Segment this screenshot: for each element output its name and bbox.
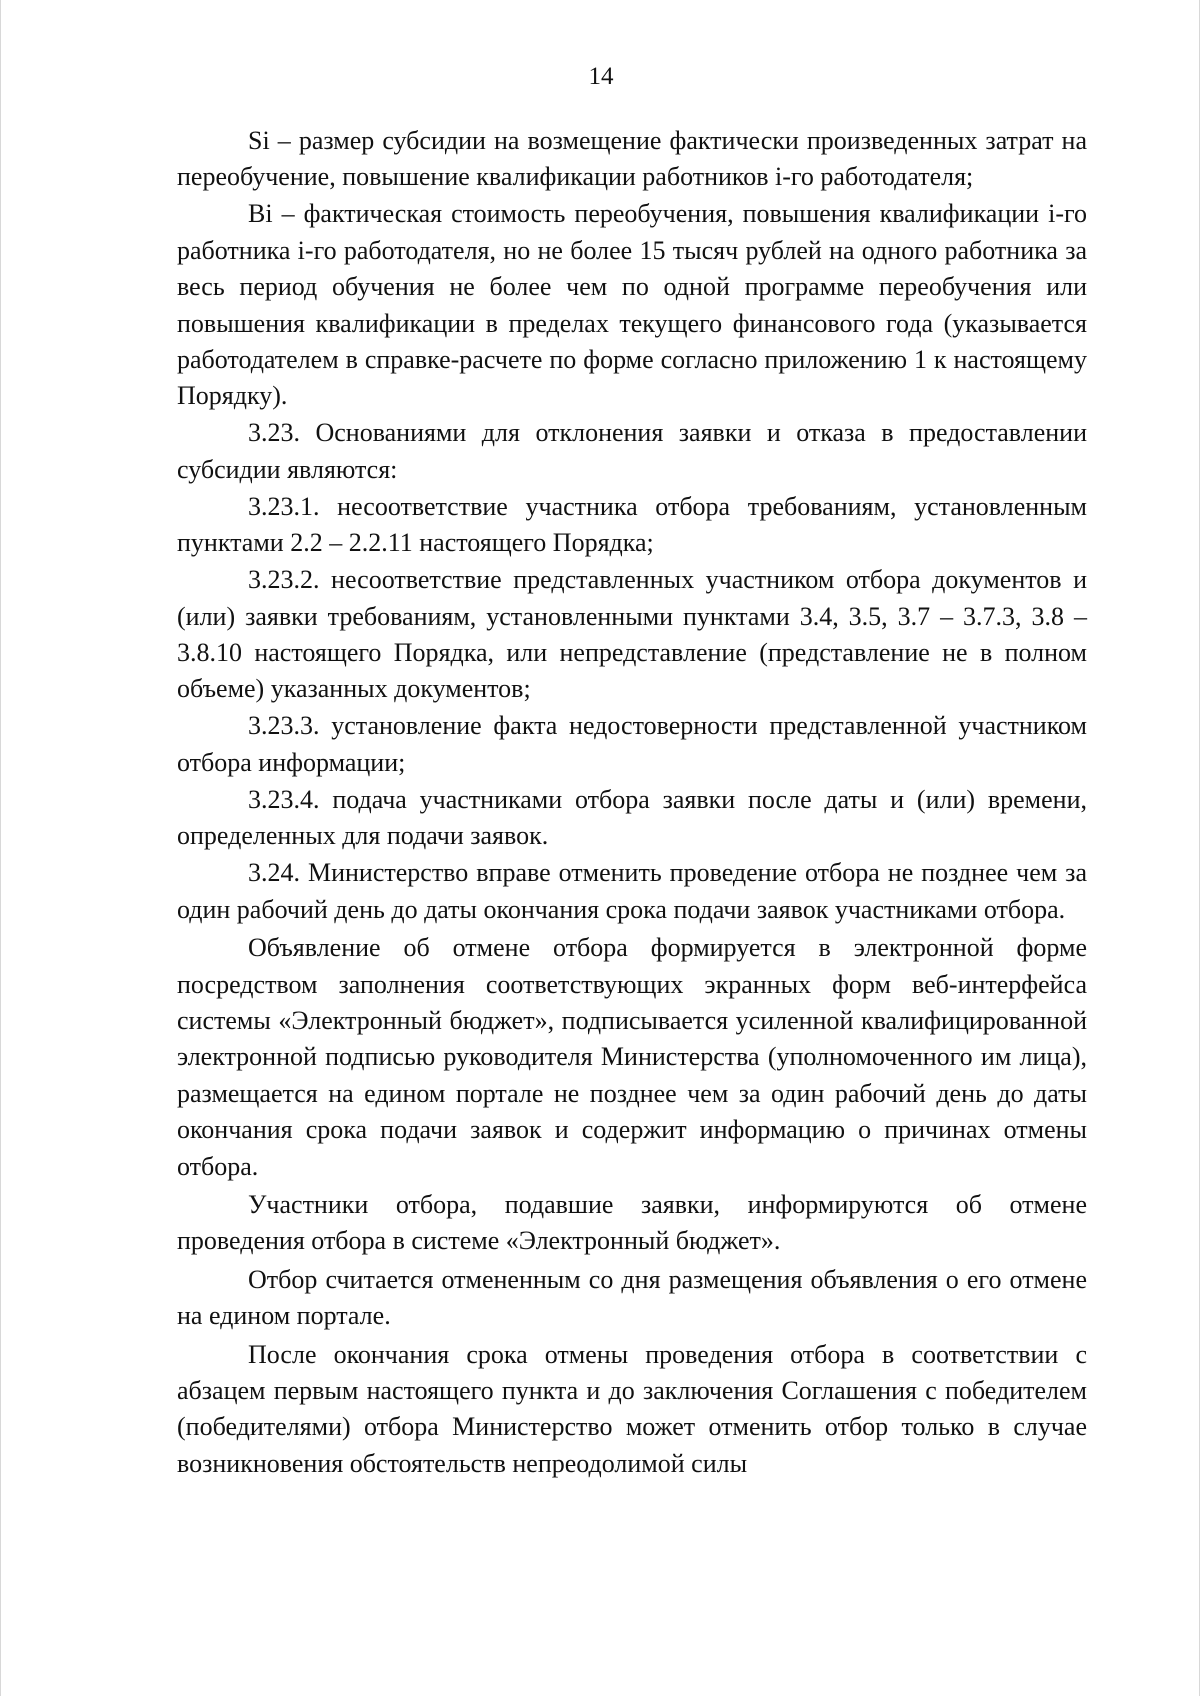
paragraph-3-23-1: 3.23.1. несоответствие участника отбора требованиям, установленным пунктами 2.2 – 2.2.11 настоящего Порядка; [177, 491, 1087, 558]
paragraph-cancel-announcement: Объявление об отмене отбора формируется в электронной форме посредством заполнения соответствующих экранных форм веб-интерфейса системы «Электронный бюджет», подписывается усиленной квалифицированной электронной подписью руководителя Министерства (уполномоченного им лица), размещается на едином портале не позднее чем за один рабочий день до даты окончания срока подачи заявок и содержит информацию о причинах отмены отбора. [177, 933, 1087, 1181]
paragraph-after-cancel-period: После окончания срока отмены проведения отбора в соответствии с абзацем первым настоящего пункта и до заключения Соглашения с победителем (победителями) отбора Министерство может отменить отбор только в случае возникновения обстоятельств непреодолимой силы [177, 1339, 1087, 1478]
paragraph-participants-informed: Участники отбора, подавшие заявки, информируются об отмене проведения отбора в системе «Электронный бюджет». [177, 1189, 1087, 1256]
paragraph-3-23-4: 3.23.4. подача участниками отбора заявки после даты и (или) времени, определенных для подачи заявок. [177, 784, 1087, 851]
document-body [177, 123, 1087, 1482]
paragraph-bi-definition: Bi – фактическая стоимость переобучения, повышения квалификации i-го работника i-го работодателя, но не более 15 тысяч рублей на одного работника за весь период обучения не более чем по одной программе переобучения или повышения квалификации в пределах текущего финансового года (указывается работодателем в справке-расчете по форме согласно приложению 1 к настоящему Порядку). [177, 199, 1087, 411]
page-number: 14 [588, 63, 614, 90]
paragraph-3-23-2: 3.23.2. несоответствие представленных участником отбора документов и (или) заявки требованиям, установленными пунктами 3.4, 3.5, 3.7 – 3.7.3, 3.8 – 3.8.10 настоящего Порядка, или непредставление (представление не в полном объеме) указанных документов; [177, 565, 1087, 704]
paragraph-selection-cancelled: Отбор считается отмененным со дня размещения объявления о его отмене на едином портале. [177, 1264, 1087, 1331]
paragraph-3-23: 3.23. Основаниями для отклонения заявки и отказа в предоставлении субсидии являются: [177, 418, 1087, 484]
paragraph-si-definition: Si – размер субсидии на возмещение фактически произведенных затрат на переобучение, повышение квалификации работников i-го работодателя; [177, 126, 1087, 192]
paragraph-3-23-3: 3.23.3. установление факта недостоверности представленной участником отбора информации; [177, 711, 1087, 777]
paragraph-3-24: 3.24. Министерство вправе отменить проведение отбора не позднее чем за один рабочий день до даты окончания срока подачи заявок участниками отбора. [177, 858, 1087, 924]
